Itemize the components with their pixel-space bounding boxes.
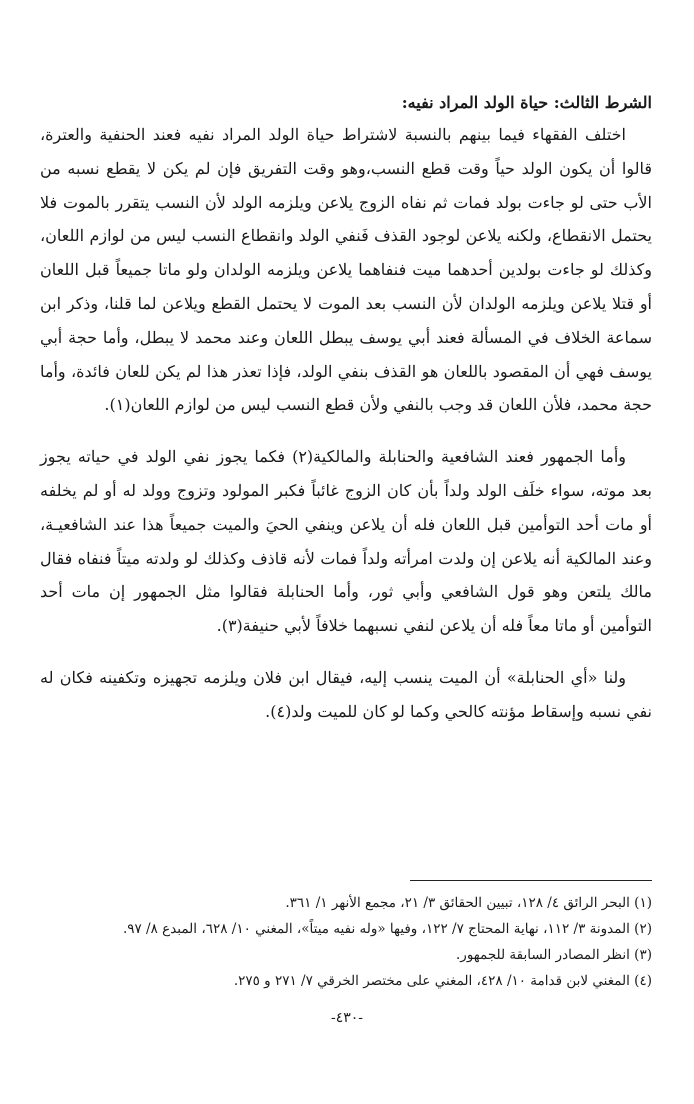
footnote-4: (٤) المغني لابن قدامة ١٠/ ٤٢٨، المغني على مختصر الخرقي ٧/ ٢٧١ و ٢٧٥.	[233, 973, 652, 989]
footnote-2: (٢) المدونة ٣/ ١١٢، نهاية المحتاج ٧/ ١٢٢، وفيها «وله نفيه ميتاً»، المغني ١٠/ ٦٢٨، المبدع ٨/ ٩٧.	[122, 921, 652, 937]
page-body	[40, 88, 652, 729]
paragraph-hanabila: ولنا «أي الحنابلة» أن الميت ينسب إليه، فيقال ابن فلان ويلزمه تجهيزه وتكفينه فكان له نفي نسبه وإسقاط مؤنته كالحي وكما لو كان للميت ولد(٤).	[40, 667, 652, 721]
section-heading: الشرط الثالث: حياة الولد المراد نفيه:	[401, 93, 652, 112]
paragraph-jumhur: وأما الجمهور فعند الشافعية والحنابلة والمالكية(٢) فكما يجوز نفي الولد في حياته يجوز بعد موته، سواء خلَف الولد ولداً بأن كان الزوج غائباً فكبر المولود وتزوج وولد له أو لم يخلفه أو مات أحد التوأمين قبل اللعان فله أن يلاعن وينفي الحيَ والميت جميعاً هذا عند الشافعيـة، وعند المالكية أنه يلاعن إن ولدت امرأته ولداً فمات لأنه قاذف وكذلك لو ولدته ميتاً فنفاه فقال مالك يلتعن وهو قول الشافعي وأبي ثور، وأما الحنابلة فقالوا مثل الجمهور إن مات أحد التوأمين أو ماتا معاً فله أن يلاعن لنفي نسبهما خلافاً لأبي حنيفة(٣).	[40, 447, 652, 636]
page-number: -٤٣٠-	[330, 1010, 364, 1026]
paragraph-hanafi: اختلف الفقهاء فيما بينهم بالنسبة لاشتراط حياة الولد المراد نفيه فعند الحنفية والعترة، قالوا أن يكون الولد حياً وقت قطع النسب،وهو وقت التفريق فإن لم يكن لا يقطع نسبه من الأب حتى لو جاءت بولد فمات ثم نفاه الزوج يلاعن ويلزمه الولد لأن النسب يتقرر بالموت فلا يحتمل الانقطاع، ولكنه يلاعن لوجود القذف فَنفي الولد وانقطاع النسب ليس من لوازم اللعان، وكذلك لو جاءت بولدين أحدهما ميت فنفاهما يلاعن ويلزمه الولدان ولو ماتا جميعاً قبل اللعان أو قتلا يلاعن ويلزمه الولدان لأن النسب بعد الموت لا يحتمل القطع ويلاعن لما قلنا، وذكر ابن سماعة الخلاف في المسألة فعند أبي يوسف يبطل اللعان وعند محمد لا يبطل، وأما حجة أبي يوسف فهي أن المقصود باللعان هو القذف بنفي الولد، فإذا تعذر هذا لم يكن للعان فائدة، وأما حجة محمد، فلأن اللعان قد وجب بالنفي ولأن قطع النسب ليس من لوازم اللعان(١).	[40, 125, 653, 415]
footnote-1: (١) البحر الرائق ٤/ ١٢٨، تبيين الحقائق ٣/ ٢١، مجمع الأنهر ١/ ٣٦١.	[285, 895, 652, 911]
footnote-3: (٣) انظر المصادر السابقة للجمهور.	[456, 947, 652, 963]
footnote-divider	[410, 880, 652, 881]
footnotes	[40, 890, 652, 994]
